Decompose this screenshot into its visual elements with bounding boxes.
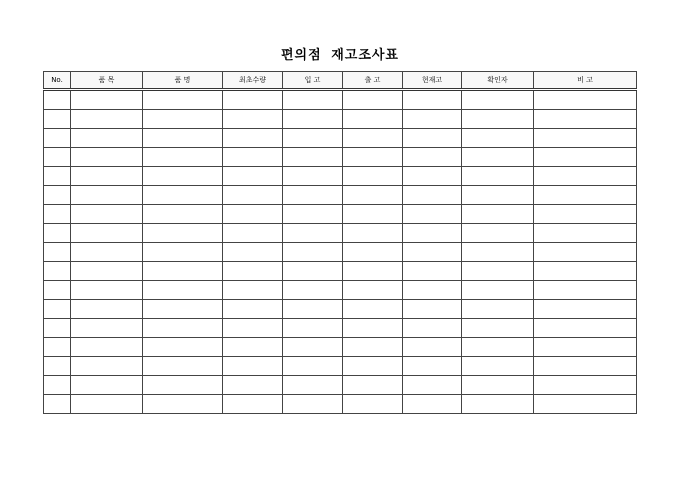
outgoing-cell[interactable] bbox=[343, 167, 403, 186]
checker-cell[interactable] bbox=[462, 376, 534, 395]
initial-quantity-cell[interactable] bbox=[223, 262, 283, 281]
item-name-cell[interactable] bbox=[143, 186, 223, 205]
table-body bbox=[44, 90, 637, 414]
document-title: 편의점 재고조사표 bbox=[281, 48, 399, 63]
no-cell[interactable] bbox=[44, 376, 71, 395]
no-cell[interactable] bbox=[44, 90, 71, 110]
table-row bbox=[44, 281, 637, 300]
current-stock-cell[interactable] bbox=[403, 129, 462, 148]
checker-cell[interactable] bbox=[462, 262, 534, 281]
outgoing-cell[interactable] bbox=[343, 376, 403, 395]
incoming-cell[interactable] bbox=[283, 262, 343, 281]
current-stock-cell[interactable] bbox=[403, 243, 462, 262]
initial-quantity-cell[interactable] bbox=[223, 224, 283, 243]
outgoing-cell[interactable] bbox=[343, 243, 403, 262]
no-cell[interactable] bbox=[44, 338, 71, 357]
remarks-cell[interactable] bbox=[534, 167, 637, 186]
initial-quantity-cell[interactable] bbox=[223, 376, 283, 395]
remarks-cell[interactable] bbox=[534, 376, 637, 395]
column-header-initial-quantity: 최초수량 bbox=[223, 72, 283, 90]
table-row bbox=[44, 167, 637, 186]
current-stock-cell[interactable] bbox=[403, 186, 462, 205]
category-cell[interactable] bbox=[71, 148, 143, 167]
category-cell[interactable] bbox=[71, 281, 143, 300]
incoming-cell[interactable] bbox=[283, 395, 343, 414]
table-row bbox=[44, 262, 637, 281]
remarks-cell[interactable] bbox=[534, 357, 637, 376]
outgoing-cell[interactable] bbox=[343, 129, 403, 148]
incoming-cell[interactable] bbox=[283, 90, 343, 110]
current-stock-cell[interactable] bbox=[403, 376, 462, 395]
table-row bbox=[44, 205, 637, 224]
remarks-cell[interactable] bbox=[534, 110, 637, 129]
current-stock-cell[interactable] bbox=[403, 262, 462, 281]
table-row bbox=[44, 338, 637, 357]
category-cell[interactable] bbox=[71, 319, 143, 338]
incoming-cell[interactable] bbox=[283, 224, 343, 243]
no-cell[interactable] bbox=[44, 129, 71, 148]
remarks-cell[interactable] bbox=[534, 205, 637, 224]
initial-quantity-cell[interactable] bbox=[223, 186, 283, 205]
checker-cell[interactable] bbox=[462, 357, 534, 376]
column-header-item-name: 품 명 bbox=[143, 72, 223, 90]
no-cell[interactable] bbox=[44, 395, 71, 414]
checker-cell[interactable] bbox=[462, 90, 534, 110]
no-cell[interactable] bbox=[44, 300, 71, 319]
initial-quantity-cell[interactable] bbox=[223, 205, 283, 224]
item-name-cell[interactable] bbox=[143, 395, 223, 414]
table-row bbox=[44, 90, 637, 110]
initial-quantity-cell[interactable] bbox=[223, 129, 283, 148]
current-stock-cell[interactable] bbox=[403, 357, 462, 376]
item-name-cell[interactable] bbox=[143, 224, 223, 243]
remarks-cell[interactable] bbox=[534, 338, 637, 357]
category-cell[interactable] bbox=[71, 395, 143, 414]
incoming-cell[interactable] bbox=[283, 338, 343, 357]
current-stock-cell[interactable] bbox=[403, 167, 462, 186]
column-header-no: No. bbox=[44, 72, 71, 90]
item-name-cell[interactable] bbox=[143, 376, 223, 395]
incoming-cell[interactable] bbox=[283, 243, 343, 262]
table-row bbox=[44, 357, 637, 376]
checker-cell[interactable] bbox=[462, 167, 534, 186]
remarks-cell[interactable] bbox=[534, 262, 637, 281]
incoming-cell[interactable] bbox=[283, 376, 343, 395]
table-row bbox=[44, 395, 637, 414]
column-header-incoming: 입 고 bbox=[283, 72, 343, 90]
item-name-cell[interactable] bbox=[143, 338, 223, 357]
initial-quantity-cell[interactable] bbox=[223, 148, 283, 167]
incoming-cell[interactable] bbox=[283, 319, 343, 338]
table-row bbox=[44, 129, 637, 148]
incoming-cell[interactable] bbox=[283, 148, 343, 167]
initial-quantity-cell[interactable] bbox=[223, 110, 283, 129]
item-name-cell[interactable] bbox=[143, 262, 223, 281]
remarks-cell[interactable] bbox=[534, 300, 637, 319]
no-cell[interactable] bbox=[44, 110, 71, 129]
checker-cell[interactable] bbox=[462, 338, 534, 357]
table-row bbox=[44, 148, 637, 167]
current-stock-cell[interactable] bbox=[403, 281, 462, 300]
column-header-category: 품 목 bbox=[71, 72, 143, 90]
column-header-checker: 확인자 bbox=[462, 72, 534, 90]
table-row bbox=[44, 376, 637, 395]
category-cell[interactable] bbox=[71, 90, 143, 110]
initial-quantity-cell[interactable] bbox=[223, 90, 283, 110]
initial-quantity-cell[interactable] bbox=[223, 319, 283, 338]
checker-cell[interactable] bbox=[462, 395, 534, 414]
category-cell[interactable] bbox=[71, 224, 143, 243]
remarks-cell[interactable] bbox=[534, 281, 637, 300]
category-cell[interactable] bbox=[71, 167, 143, 186]
table-row bbox=[44, 186, 637, 205]
outgoing-cell[interactable] bbox=[343, 205, 403, 224]
current-stock-cell[interactable] bbox=[403, 110, 462, 129]
no-cell[interactable] bbox=[44, 205, 71, 224]
remarks-cell[interactable] bbox=[534, 148, 637, 167]
item-name-cell[interactable] bbox=[143, 300, 223, 319]
outgoing-cell[interactable] bbox=[343, 357, 403, 376]
incoming-cell[interactable] bbox=[283, 357, 343, 376]
current-stock-cell[interactable] bbox=[403, 224, 462, 243]
category-cell[interactable] bbox=[71, 110, 143, 129]
initial-quantity-cell[interactable] bbox=[223, 338, 283, 357]
remarks-cell[interactable] bbox=[534, 243, 637, 262]
current-stock-cell[interactable] bbox=[403, 338, 462, 357]
initial-quantity-cell[interactable] bbox=[223, 281, 283, 300]
no-cell[interactable] bbox=[44, 281, 71, 300]
incoming-cell[interactable] bbox=[283, 167, 343, 186]
no-cell[interactable] bbox=[44, 243, 71, 262]
category-cell[interactable] bbox=[71, 376, 143, 395]
checker-cell[interactable] bbox=[462, 186, 534, 205]
remarks-cell[interactable] bbox=[534, 224, 637, 243]
no-cell[interactable] bbox=[44, 167, 71, 186]
table-row bbox=[44, 319, 637, 338]
current-stock-cell[interactable] bbox=[403, 90, 462, 110]
no-cell[interactable] bbox=[44, 224, 71, 243]
incoming-cell[interactable] bbox=[283, 129, 343, 148]
outgoing-cell[interactable] bbox=[343, 186, 403, 205]
checker-cell[interactable] bbox=[462, 319, 534, 338]
remarks-cell[interactable] bbox=[534, 186, 637, 205]
outgoing-cell[interactable] bbox=[343, 110, 403, 129]
checker-cell[interactable] bbox=[462, 205, 534, 224]
category-cell[interactable] bbox=[71, 300, 143, 319]
table-row bbox=[44, 110, 637, 129]
item-name-cell[interactable] bbox=[143, 148, 223, 167]
checker-cell[interactable] bbox=[462, 300, 534, 319]
outgoing-cell[interactable] bbox=[343, 319, 403, 338]
outgoing-cell[interactable] bbox=[343, 148, 403, 167]
incoming-cell[interactable] bbox=[283, 186, 343, 205]
remarks-cell[interactable] bbox=[534, 90, 637, 110]
no-cell[interactable] bbox=[44, 357, 71, 376]
category-cell[interactable] bbox=[71, 357, 143, 376]
item-name-cell[interactable] bbox=[143, 243, 223, 262]
incoming-cell[interactable] bbox=[283, 110, 343, 129]
incoming-cell[interactable] bbox=[283, 300, 343, 319]
no-cell[interactable] bbox=[44, 319, 71, 338]
checker-cell[interactable] bbox=[462, 224, 534, 243]
category-cell[interactable] bbox=[71, 262, 143, 281]
category-cell[interactable] bbox=[71, 338, 143, 357]
outgoing-cell[interactable] bbox=[343, 262, 403, 281]
checker-cell[interactable] bbox=[462, 243, 534, 262]
initial-quantity-cell[interactable] bbox=[223, 357, 283, 376]
item-name-cell[interactable] bbox=[143, 90, 223, 110]
outgoing-cell[interactable] bbox=[343, 281, 403, 300]
checker-cell[interactable] bbox=[462, 281, 534, 300]
item-name-cell[interactable] bbox=[143, 110, 223, 129]
current-stock-cell[interactable] bbox=[403, 148, 462, 167]
current-stock-cell[interactable] bbox=[403, 300, 462, 319]
no-cell[interactable] bbox=[44, 148, 71, 167]
table-row bbox=[44, 300, 637, 319]
no-cell[interactable] bbox=[44, 262, 71, 281]
item-name-cell[interactable] bbox=[143, 205, 223, 224]
remarks-cell[interactable] bbox=[534, 319, 637, 338]
checker-cell[interactable] bbox=[462, 110, 534, 129]
initial-quantity-cell[interactable] bbox=[223, 395, 283, 414]
outgoing-cell[interactable] bbox=[343, 90, 403, 110]
inventory-table bbox=[43, 71, 637, 414]
category-cell[interactable] bbox=[71, 205, 143, 224]
outgoing-cell[interactable] bbox=[343, 300, 403, 319]
column-header-current-stock: 현재고 bbox=[403, 72, 462, 90]
item-name-cell[interactable] bbox=[143, 357, 223, 376]
remarks-cell[interactable] bbox=[534, 395, 637, 414]
table-row bbox=[44, 243, 637, 262]
checker-cell[interactable] bbox=[462, 129, 534, 148]
no-cell[interactable] bbox=[44, 186, 71, 205]
column-header-remarks: 비 고 bbox=[534, 72, 637, 90]
current-stock-cell[interactable] bbox=[403, 395, 462, 414]
category-cell[interactable] bbox=[71, 186, 143, 205]
category-cell[interactable] bbox=[71, 129, 143, 148]
column-header-outgoing: 출 고 bbox=[343, 72, 403, 90]
initial-quantity-cell[interactable] bbox=[223, 300, 283, 319]
current-stock-cell[interactable] bbox=[403, 319, 462, 338]
initial-quantity-cell[interactable] bbox=[223, 167, 283, 186]
current-stock-cell[interactable] bbox=[403, 205, 462, 224]
incoming-cell[interactable] bbox=[283, 281, 343, 300]
item-name-cell[interactable] bbox=[143, 167, 223, 186]
table-row bbox=[44, 224, 637, 243]
category-cell[interactable] bbox=[71, 243, 143, 262]
checker-cell[interactable] bbox=[462, 148, 534, 167]
remarks-cell[interactable] bbox=[534, 129, 637, 148]
initial-quantity-cell[interactable] bbox=[223, 243, 283, 262]
item-name-cell[interactable] bbox=[143, 319, 223, 338]
table-header-row bbox=[44, 72, 637, 90]
item-name-cell[interactable] bbox=[143, 281, 223, 300]
incoming-cell[interactable] bbox=[283, 205, 343, 224]
outgoing-cell[interactable] bbox=[343, 224, 403, 243]
outgoing-cell[interactable] bbox=[343, 395, 403, 414]
item-name-cell[interactable] bbox=[143, 129, 223, 148]
outgoing-cell[interactable] bbox=[343, 338, 403, 357]
